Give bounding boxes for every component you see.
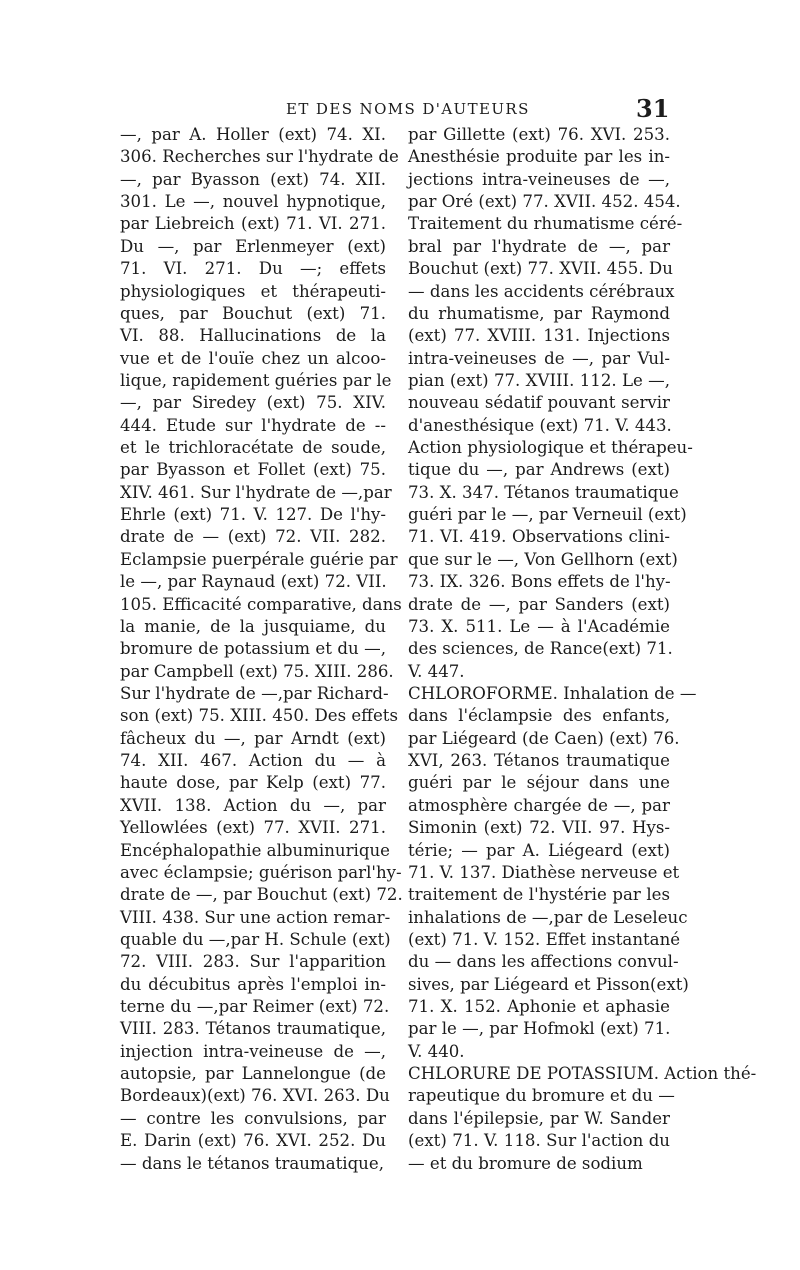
text-line: — dans les accidents cérébraux bbox=[408, 281, 675, 301]
running-title: ET DES NOMS D'AUTEURS bbox=[286, 100, 530, 118]
text-line: du décubitus après l'emploi in- bbox=[120, 974, 386, 994]
text-line: Yellowlées (ext) 77. XVII. 271. bbox=[120, 818, 386, 838]
text-line: dans l'épilepsie, par W. Sander bbox=[408, 1108, 670, 1128]
text-line: 444. Etude sur l'hydrate de -- bbox=[120, 415, 386, 435]
text-line: par Campbell (ext) 75. XIII. 286. bbox=[120, 661, 394, 681]
text-line: son (ext) 75. XIII. 450. Des effets bbox=[120, 706, 398, 726]
text-line: Bordeaux)(ext) 76. XVI. 263. Du bbox=[120, 1086, 390, 1106]
text-line: (ext) 71. V. 118. Sur l'action du bbox=[408, 1131, 670, 1151]
text-line: par Oré (ext) 77. XVII. 452. 454. bbox=[408, 192, 681, 212]
text-line: V. 447. bbox=[408, 661, 465, 681]
right-column bbox=[408, 124, 757, 1175]
text-line: Bouchut (ext) 77. XVII. 455. Du bbox=[408, 259, 673, 279]
text-line: intra-veineuses de —, par Vul- bbox=[408, 348, 670, 368]
text-line: 74. XII. 467. Action du — à bbox=[120, 751, 386, 771]
text-line: ques, par Bouchut (ext) 71. bbox=[120, 303, 386, 323]
text-line: (ext) 71. V. 152. Effet instantané bbox=[408, 929, 681, 949]
text-line: V. 440. bbox=[408, 1041, 465, 1061]
text-line: guéri par le séjour dans une bbox=[408, 773, 670, 793]
text-line: tique du —, par Andrews (ext) bbox=[408, 460, 670, 480]
text-line: sives, par Liégeard et Pisson(ext) bbox=[408, 974, 689, 994]
text-line: XVI, 263. Tétanos traumatique bbox=[408, 751, 670, 771]
text-line: physiologiques et thérapeuti- bbox=[120, 281, 386, 301]
text-line: Du —, par Erlenmeyer (ext) bbox=[120, 236, 386, 256]
text-line: que sur le —, Von Gellhorn (ext) bbox=[408, 549, 678, 569]
page-number: 31 bbox=[636, 94, 670, 123]
text-line: 72. VIII. 283. Sur l'apparition bbox=[120, 952, 386, 972]
text-line: Encéphalopathie albuminurique bbox=[120, 840, 390, 860]
text-line: des sciences, de Rance(ext) 71. bbox=[408, 639, 673, 659]
text-line: Anesthésie produite par les in- bbox=[408, 147, 670, 167]
text-line: Eclampsie puerpérale guérie par bbox=[120, 549, 398, 569]
text-line: par Gillette (ext) 76. XVI. 253. bbox=[408, 125, 670, 144]
text-line: nouveau sédatif pouvant servir bbox=[408, 393, 670, 413]
text-line: terne du —,par Reimer (ext) 72. bbox=[120, 997, 390, 1017]
text-line: 306. Recherches sur l'hydrate de bbox=[120, 147, 399, 167]
text-line: rapeutique du bromure et du — bbox=[408, 1086, 675, 1106]
text-line: Ehrle (ext) 71. V. 127. De l'hy- bbox=[120, 505, 386, 525]
text-line: E. Darin (ext) 76. XVI. 252. Du bbox=[120, 1131, 386, 1151]
running-header bbox=[0, 94, 800, 123]
text-line: par Liebreich (ext) 71. VI. 271. bbox=[120, 214, 386, 234]
text-line: CHLOROFORME. Inhalation de — bbox=[408, 683, 697, 703]
text-line: XIV. 461. Sur l'hydrate de —,par bbox=[120, 482, 392, 502]
text-line: térie; — par A. Liégeard (ext) bbox=[408, 840, 670, 860]
text-line: 71. V. 137. Diathèse nerveuse et bbox=[408, 862, 680, 882]
text-line: 301. Le —, nouvel hypnotique, bbox=[120, 192, 386, 212]
text-line: du rhumatisme, par Raymond bbox=[408, 303, 670, 323]
text-line: la manie, de la jusquiame, du bbox=[120, 616, 386, 636]
text-line: avec éclampsie; guérison parl'hy- bbox=[120, 862, 402, 882]
text-line: et le trichloracétate de soude, bbox=[120, 438, 386, 458]
text-line: inhalations de —,par de Leseleuc bbox=[408, 907, 688, 927]
text-line: par Liégeard (de Caen) (ext) 76. bbox=[408, 728, 680, 748]
text-line: VIII. 438. Sur une action remar- bbox=[120, 907, 391, 927]
text-line: bral par l'hydrate de —, par bbox=[408, 236, 670, 256]
text-line: le —, par Raynaud (ext) 72. VII. bbox=[120, 572, 387, 592]
text-line: Sur l'hydrate de —,par Richard- bbox=[120, 683, 389, 703]
text-line: 71. VI. 419. Observations clini- bbox=[408, 527, 670, 547]
text-line: par Byasson et Follet (ext) 75. bbox=[120, 460, 386, 480]
text-line: bromure de potassium et du —, bbox=[120, 639, 386, 659]
text-line: 73. X. 347. Tétanos traumatique bbox=[408, 482, 679, 502]
text-line: 105. Efficacité comparative, dans bbox=[120, 594, 402, 614]
text-line: fâcheux du —, par Arndt (ext) bbox=[120, 728, 386, 748]
text-line: —, par Siredey (ext) 75. XIV. bbox=[120, 393, 386, 413]
text-line: (ext) 77. XVIII. 131. Injections bbox=[408, 326, 670, 346]
text-line: du — dans les affections convul- bbox=[408, 952, 679, 972]
left-column bbox=[120, 124, 403, 1175]
text-line: 73. X. 511. Le — à l'Académie bbox=[408, 616, 670, 636]
text-line: injection intra-veineuse de —, bbox=[120, 1041, 386, 1061]
text-line: autopsie, par Lannelongue (de bbox=[120, 1064, 386, 1084]
text-line: dans l'éclampsie des enfants, bbox=[408, 706, 670, 726]
text-line: atmosphère chargée de —, par bbox=[408, 795, 670, 815]
text-line: haute dose, par Kelp (ext) 77. bbox=[120, 773, 386, 793]
text-line: —, par A. Holler (ext) 74. XI. bbox=[120, 125, 386, 144]
text-line: XVII. 138. Action du —, par bbox=[120, 795, 386, 815]
text-line: par le —, par Hofmokl (ext) 71. bbox=[408, 1019, 671, 1039]
text-line: vue et de l'ouïe chez un alcoo- bbox=[120, 348, 386, 368]
text-line: drate de —, par Sanders (ext) bbox=[408, 594, 670, 614]
text-line: Simonin (ext) 72. VII. 97. Hys- bbox=[408, 818, 670, 838]
text-line: 73. IX. 326. Bons effets de l'hy- bbox=[408, 572, 671, 592]
text-line: — contre les convulsions, par bbox=[120, 1108, 386, 1128]
text-line: jections intra-veineuses de —, bbox=[408, 169, 670, 189]
text-line: drate de — (ext) 72. VII. 282. bbox=[120, 527, 386, 547]
text-line: Action physiologique et thérapeu- bbox=[408, 438, 693, 458]
text-line: 71. VI. 271. Du —; effets bbox=[120, 259, 386, 279]
text-line: CHLORURE DE POTASSIUM. Action thé- bbox=[408, 1064, 757, 1084]
text-line: —, par Byasson (ext) 74. XII. bbox=[120, 169, 386, 189]
text-line: — et du bromure de sodium bbox=[408, 1153, 643, 1173]
text-line: VIII. 283. Tétanos traumatique, bbox=[120, 1019, 386, 1039]
text-line: quable du —,par H. Schule (ext) bbox=[120, 929, 391, 949]
text-line: drate de —, par Bouchut (ext) 72. bbox=[120, 885, 403, 905]
text-line: — dans le tétanos traumatique, bbox=[120, 1153, 384, 1173]
text-line: traitement de l'hystérie par les bbox=[408, 885, 670, 905]
text-line: guéri par le —, par Verneuil (ext) bbox=[408, 505, 687, 525]
text-line: 71. X. 152. Aphonie et aphasie bbox=[408, 997, 670, 1017]
text-line: Traitement du rhumatisme céré- bbox=[408, 214, 683, 234]
text-line: lique, rapidement guéries par le bbox=[120, 370, 392, 390]
text-line: d'anesthésique (ext) 71. V. 443. bbox=[408, 415, 672, 435]
text-line: VI. 88. Hallucinations de la bbox=[120, 326, 386, 346]
text-line: pian (ext) 77. XVIII. 112. Le —, bbox=[408, 370, 670, 390]
